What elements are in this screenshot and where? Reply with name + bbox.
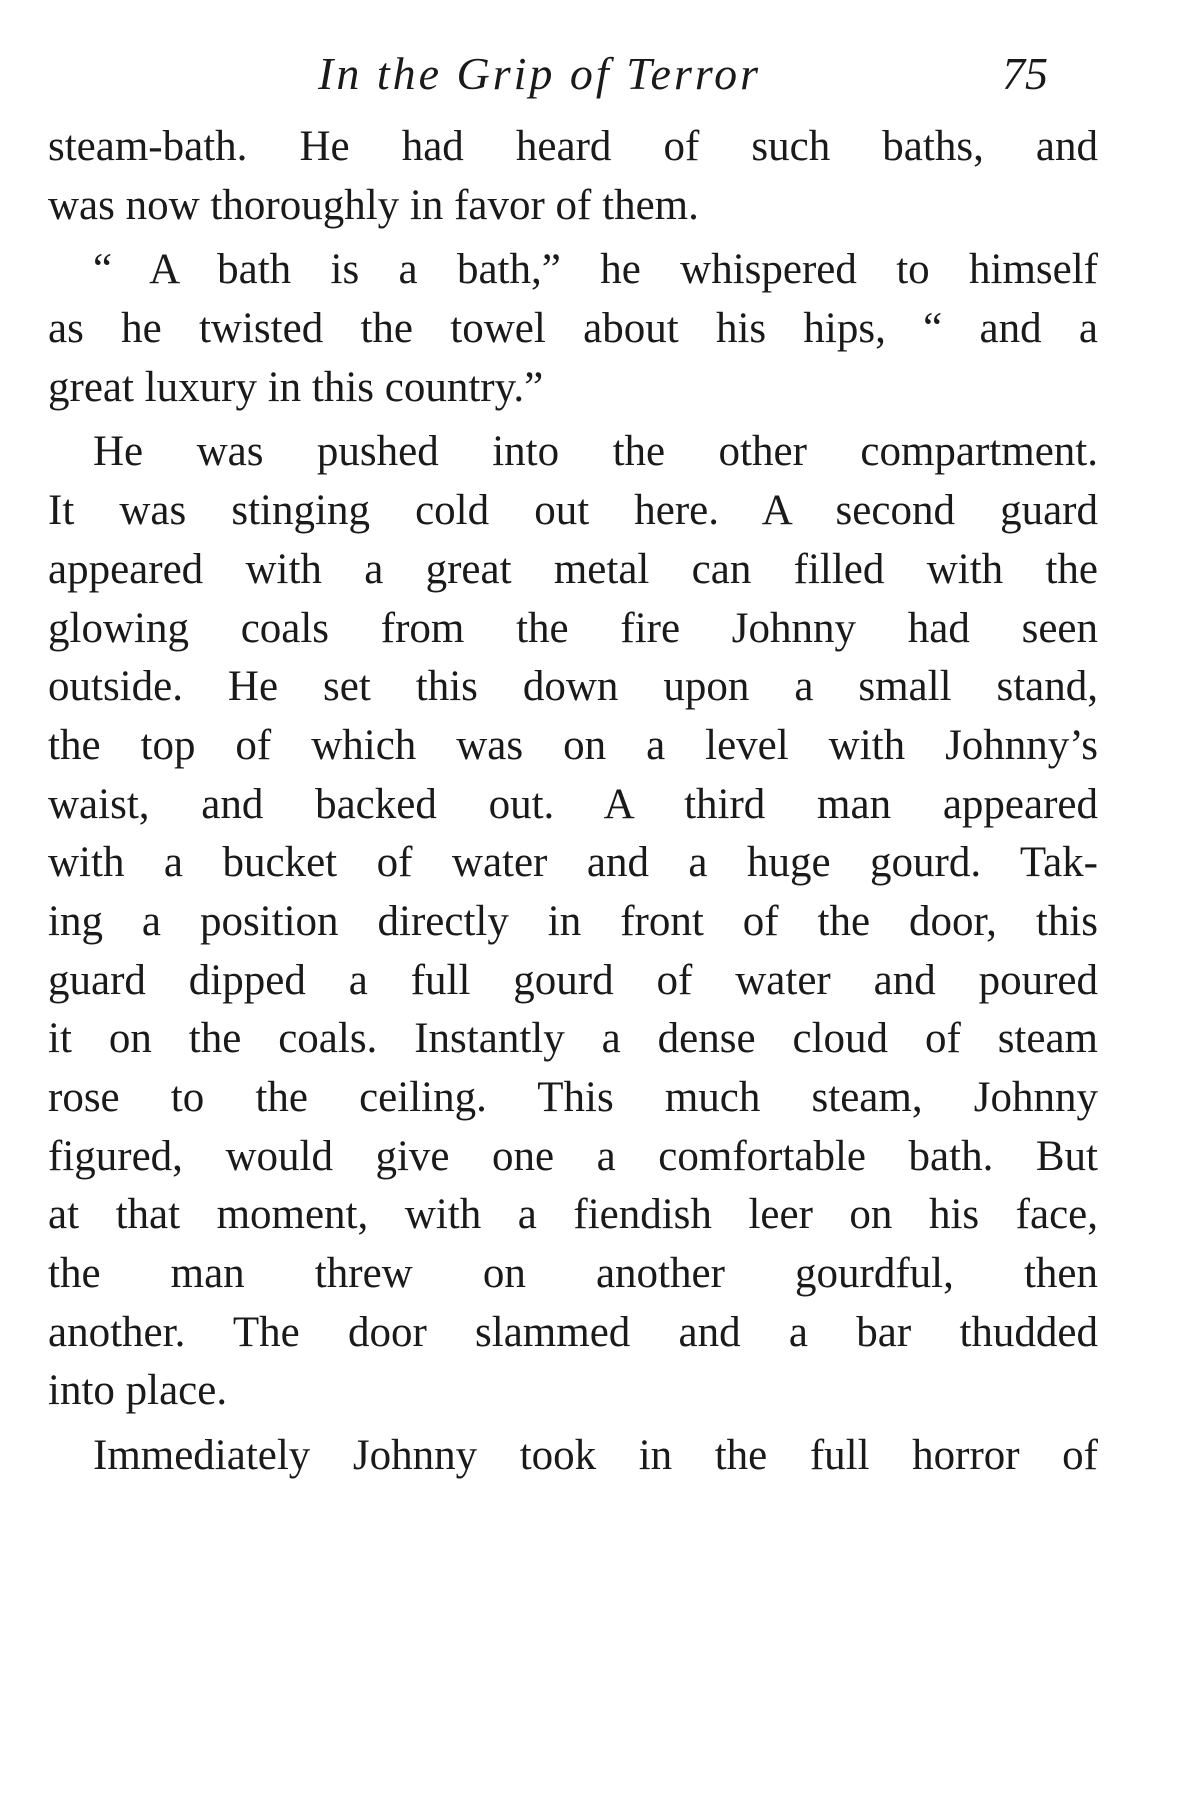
text-line: glowing coals from the fire Johnny had seen <box>48 604 1098 652</box>
running-head <box>48 44 1098 104</box>
text-line: appeared with a great metal can filled with the <box>48 545 1098 593</box>
text-line: steam-bath. He had heard of such baths, and <box>48 123 1098 170</box>
text-line: ing a position directly in front of the door, this <box>48 897 1098 945</box>
text-line: as he twisted the towel about his hips, “ and a <box>48 305 1098 353</box>
text-line: He was pushed into the other compartment. <box>93 428 1098 476</box>
text-line: the man threw on another gourdful, then <box>48 1250 1098 1298</box>
text-line: it on the coals. Instantly a dense cloud of steam <box>48 1015 1098 1063</box>
text-line: waist, and backed out. A third man appeared <box>48 780 1098 828</box>
text-line: with a bucket of water and a huge gourd. Tak- <box>48 839 1098 887</box>
text-line: another. The door slammed and a bar thudded <box>48 1308 1098 1356</box>
text-line: figured, would give one a comfortable bath. But <box>48 1132 1098 1180</box>
text-line: Immediately Johnny took in the full horror of <box>93 1432 1098 1480</box>
text-line: at that moment, with a fiendish leer on his face, <box>48 1191 1098 1239</box>
text-line: rose to the ceiling. This much steam, Johnny <box>48 1074 1098 1121</box>
text-line: the top of which was on a level with Johnny’s <box>48 721 1098 769</box>
text-line: great luxury in this country.” <box>48 363 544 411</box>
text-line: into place. <box>48 1367 228 1415</box>
page-number: 75 <box>1002 48 1048 99</box>
body-text <box>48 118 1098 1486</box>
running-title: In the Grip of Terror <box>318 48 761 99</box>
text-line: guard dipped a full gourd of water and poured <box>48 956 1098 1004</box>
text-line: It was stinging cold out here. A second guard <box>48 487 1098 535</box>
text-line: was now thoroughly in favor of them. <box>48 181 699 229</box>
text-line: “ A bath is a bath,” he whispered to himself <box>93 246 1098 294</box>
text-line: outside. He set this down upon a small stand, <box>48 663 1098 711</box>
